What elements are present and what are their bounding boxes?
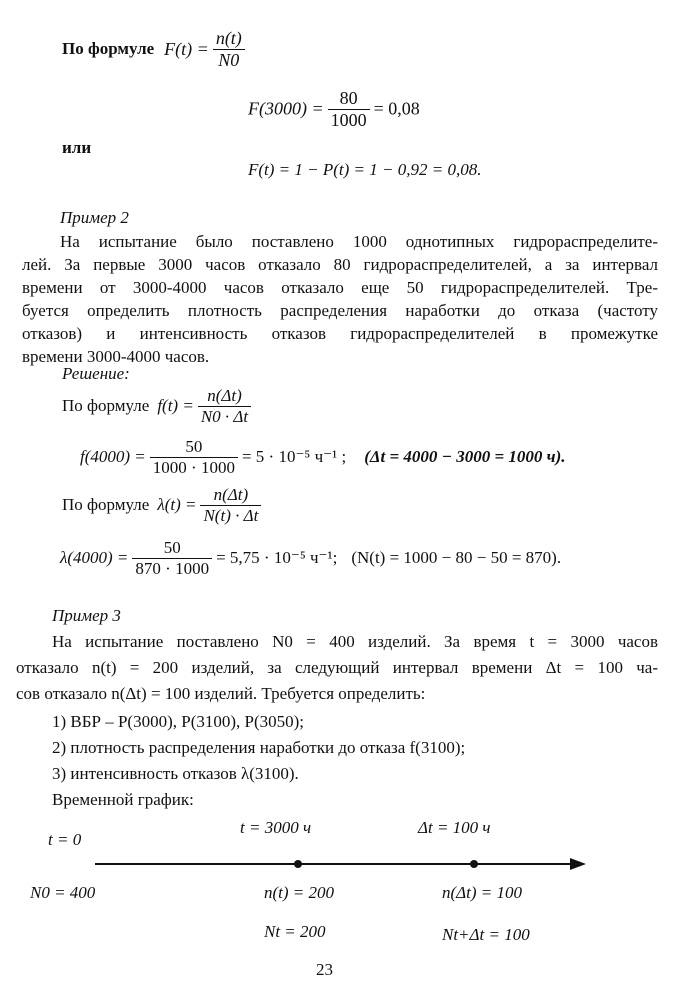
lambda4000-denominator: 870 · 1000 [135,558,210,578]
f4000-lhs: f(4000) = [80,447,146,467]
example2-title: Пример 2 [60,208,129,227]
calc1-lhs: F(3000) = [248,98,324,119]
lambda4000-note: (N(t) = 1000 − 80 − 50 = 870). [351,548,562,568]
lambda-denominator: N(t) · Δt [203,505,259,525]
lambda-lhs: λ(t) = [157,495,197,515]
example3-line: сов отказало n(Δt) = 100 изделий. Требуется определить: [16,684,426,703]
f-lhs: f(t) = [157,396,194,416]
formula-label: По формуле [62,396,150,416]
f-denominator: N0 · Δt [200,406,249,426]
timeline-Ntdt: Nt+Δt = 100 [442,925,530,944]
timeline-point-3000 [294,860,302,868]
timeline-N0: N0 = 400 [30,883,96,902]
example2-line: времени 3000-4000 часов. [22,347,210,366]
timeline-label: Временной график: [52,790,194,809]
page-number: 23 [316,960,333,979]
f4000-note: (Δt = 4000 − 3000 = 1000 ч). [364,447,566,467]
solution-label: Решение: [62,364,130,383]
example3-line: На испытание поставлено N0 = 400 изделий. За время t = 3000 часов [52,632,658,651]
calc-F-complement: F(t) = 1 − P(t) = 1 − 0,92 = 0,08. [248,160,482,179]
lambda4000-numerator: 50 [132,538,212,559]
example2-line: буется определить плотность распределения наработки до отказа (частоту [22,301,658,320]
example3-item-2: 2) плотность распределения наработки до отказа f(3100); [52,738,466,757]
example2-line: отказов) и интенсивность отказов гидрораспределителей в промежутке [22,324,658,343]
calc1-numerator: 80 [328,88,370,110]
timeline-nt: n(t) = 200 [264,883,335,902]
f4000-rhs: = 5 · 10⁻⁵ ч⁻¹ ; [241,447,347,467]
f4000-denominator: 1000 · 1000 [152,457,235,477]
formula-label: По формуле [62,495,150,515]
f-def-lhs: F(t) = [164,38,209,59]
timeline-t0: t = 0 [48,830,82,849]
timeline-t3000: t = 3000 ч [240,818,312,837]
timeline-dt: Δt = 100 ч [418,818,491,837]
lambda4000-rhs: = 5,75 · 10⁻⁵ ч⁻¹; [216,548,338,568]
timeline-point-3100 [470,860,478,868]
example2-line: времени от 3000-4000 часов отказало еще 50 гидрораспределителей. Тре- [22,278,658,297]
formula-label: По формуле [62,39,155,59]
example3-item-3: 3) интенсивность отказов λ(3100). [52,764,299,783]
calc1-denominator: 1000 [330,109,367,130]
example2-line: лей. За первые 3000 часов отказало 80 гидрораспределителей, а за интервал [22,255,658,274]
timeline-ndt: n(Δt) = 100 [442,883,522,902]
example2-line: На испытание было поставлено 1000 однотипных гидрораспределите- [60,232,658,251]
or-label: или [62,138,92,157]
example3-item-1: 1) ВБР – P(3000), P(3100), P(3050); [52,712,305,731]
f-def-numerator: n(t) [213,28,245,50]
f-numerator: n(Δt) [198,386,251,407]
timeline-arrow-head [570,858,586,870]
example3-title: Пример 3 [52,606,121,625]
lambda-numerator: n(Δt) [200,485,261,506]
lambda4000-lhs: λ(4000) = [60,548,129,568]
calc1-rhs: = 0,08 [373,98,420,119]
example3-line: отказало n(t) = 200 изделий, за следующий интервал времени Δt = 100 ча- [16,658,658,677]
f4000-numerator: 50 [150,437,238,458]
timeline-Nt: Nt = 200 [264,922,326,941]
f-def-denominator: N0 [218,49,240,70]
